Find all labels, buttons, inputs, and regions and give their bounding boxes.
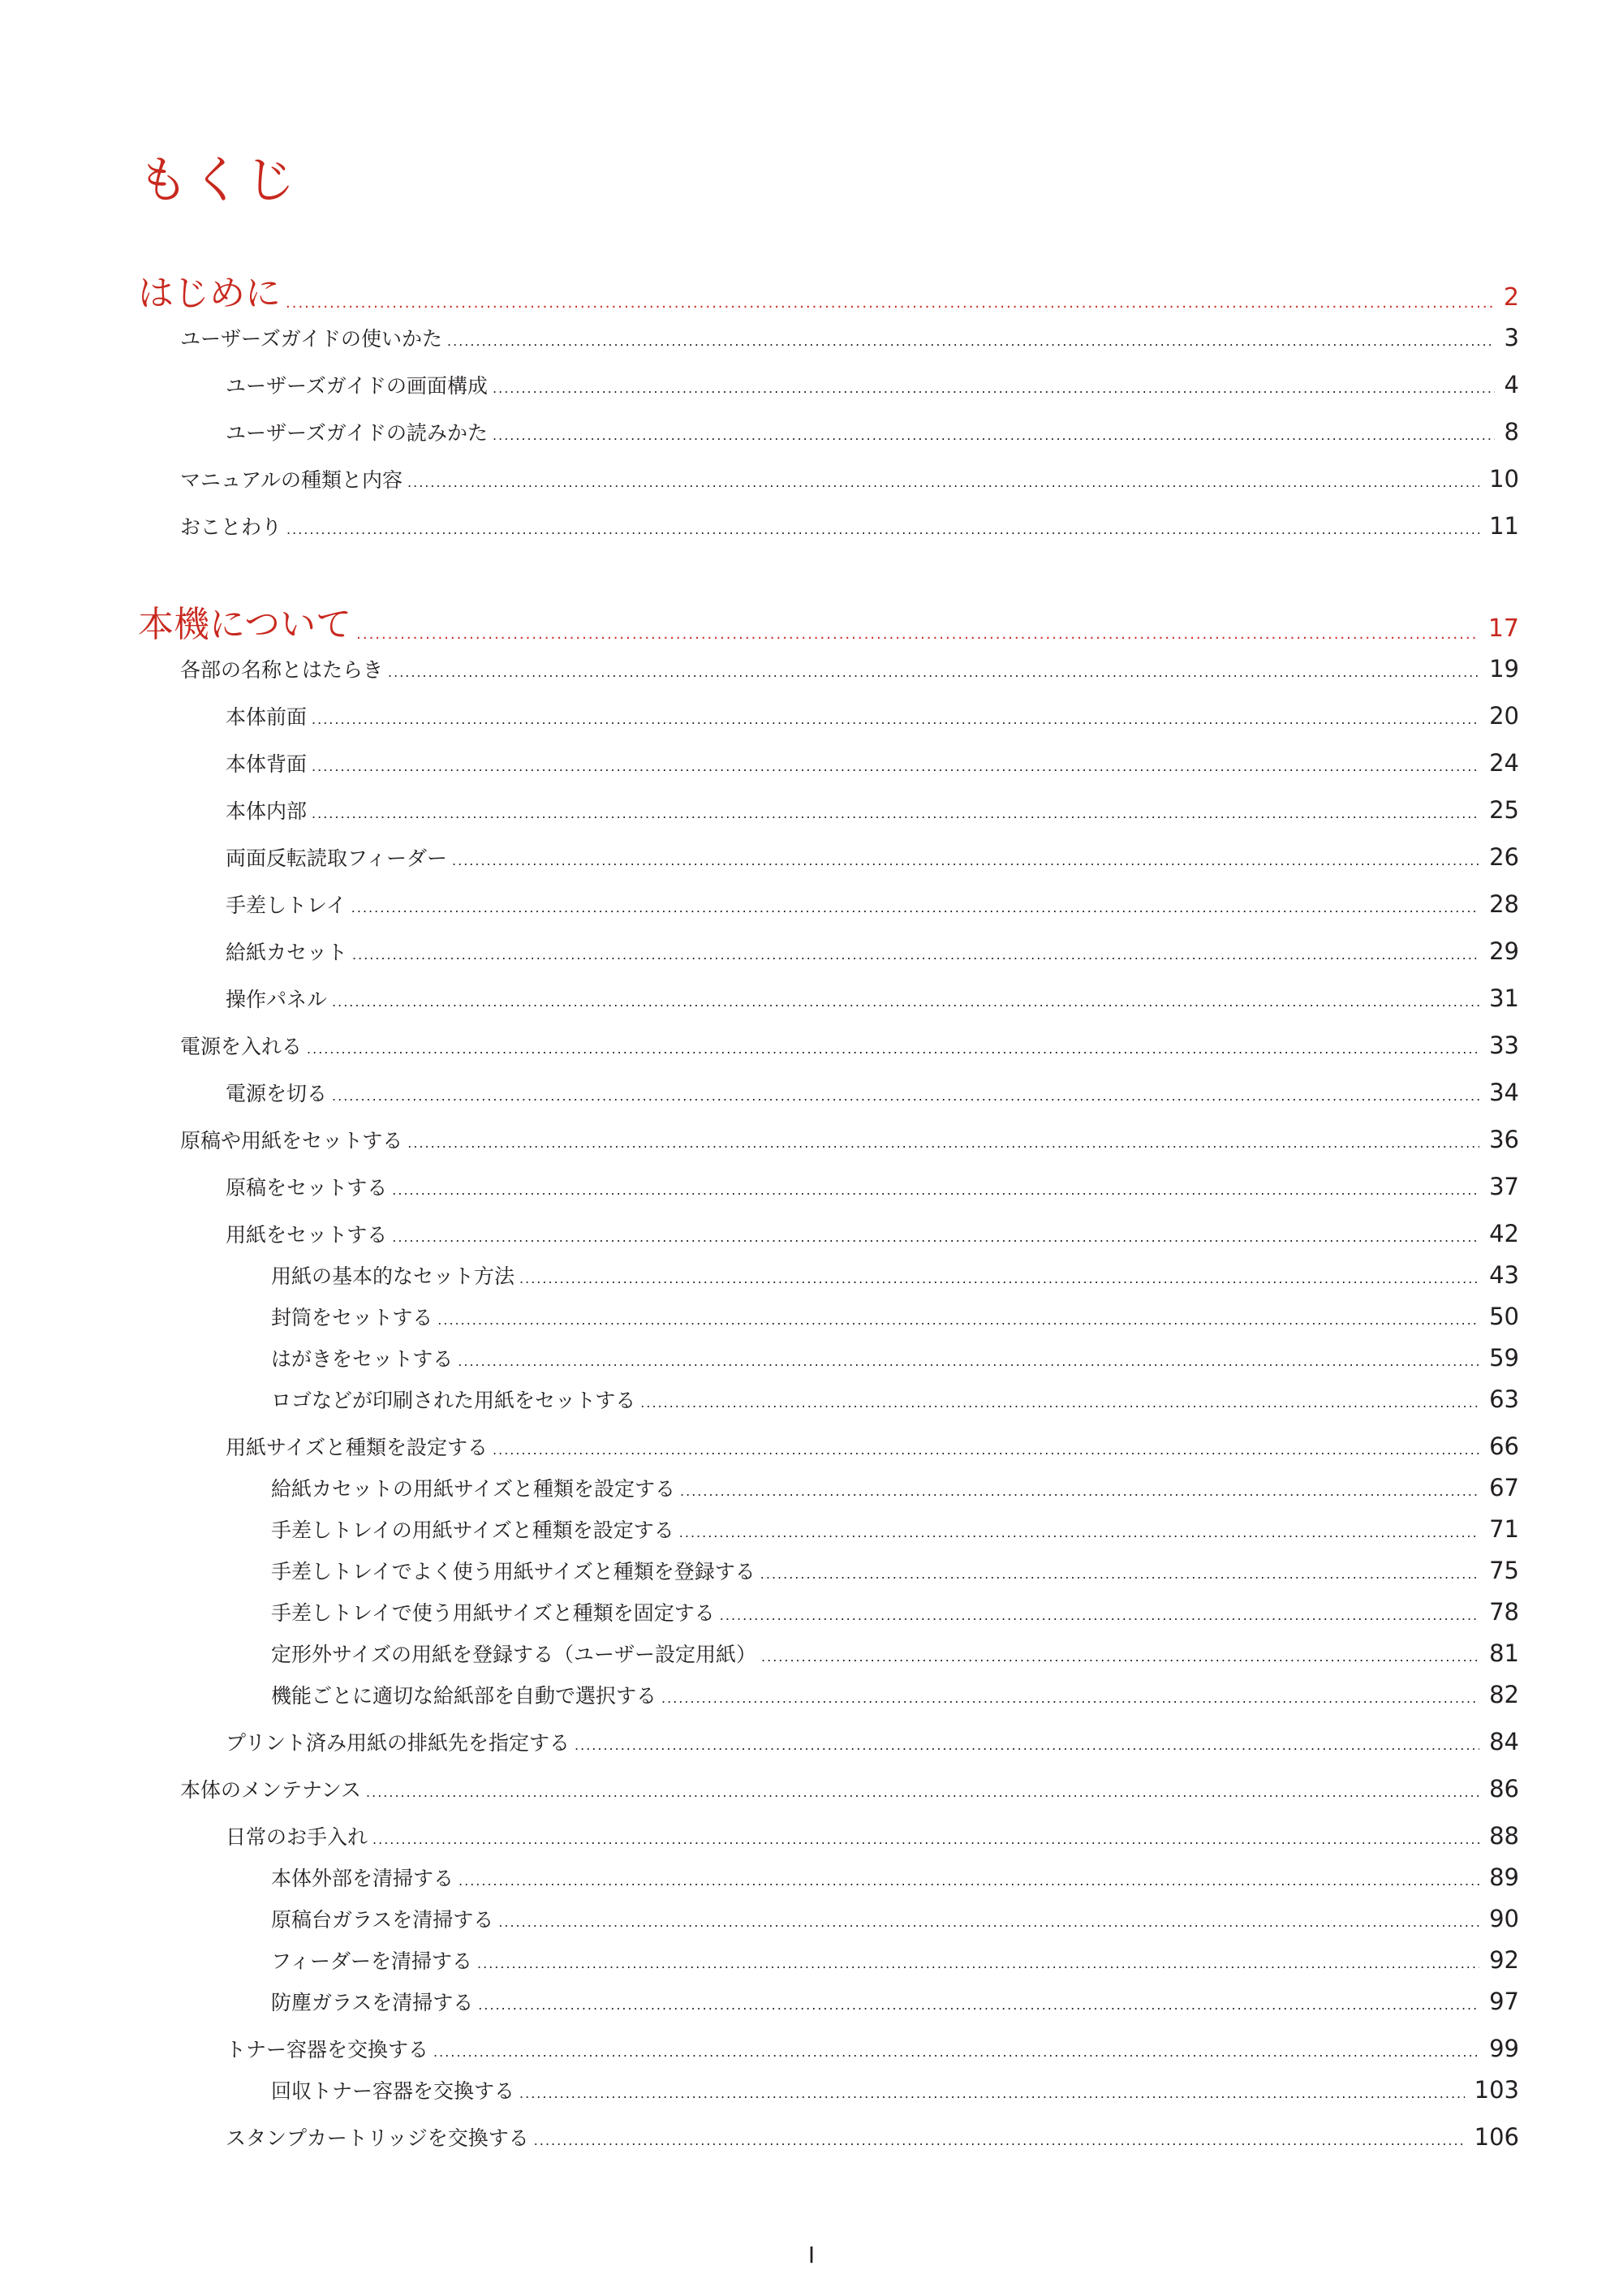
toc-entry-label: 日常のお手入れ <box>226 1825 368 1849</box>
toc-entry-page: 19 <box>1489 655 1519 683</box>
toc-entry-page: 17 <box>1487 614 1519 643</box>
toc-entry-label: 本体背面 <box>226 752 308 776</box>
toc-entry-page: 81 <box>1489 1639 1519 1667</box>
toc-chapter[interactable] <box>138 264 1519 316</box>
toc-entry[interactable] <box>226 1219 1519 1248</box>
toc-entry-page: 86 <box>1489 1775 1519 1803</box>
toc-entry-label: 電源を入れる <box>180 1035 303 1058</box>
dot-leader <box>392 1223 1479 1247</box>
toc-entry-page: 36 <box>1489 1126 1519 1153</box>
toc-entry[interactable] <box>271 1343 1519 1372</box>
dot-leader <box>392 1176 1479 1200</box>
toc-chapter[interactable] <box>138 595 1519 647</box>
toc-entry-page: 103 <box>1474 2076 1519 2104</box>
toc-entry[interactable] <box>226 417 1519 446</box>
toc-entry-page: 78 <box>1489 1598 1519 1626</box>
toc-entry-page: 71 <box>1489 1515 1519 1543</box>
toc-entry-page: 90 <box>1489 1905 1519 1932</box>
dot-leader <box>493 374 1495 398</box>
toc-entry-label: 用紙をセットする <box>226 1223 388 1247</box>
dot-leader <box>312 752 1479 776</box>
toc-entry[interactable] <box>226 937 1519 966</box>
toc-entry-label: 各部の名称とはたらき <box>180 658 384 682</box>
toc-entry-label: トナー容器を交換する <box>226 2038 429 2061</box>
dot-leader <box>307 1035 1479 1058</box>
toc-entry[interactable] <box>180 323 1519 352</box>
toc-entry-label: 封筒をセットする <box>271 1306 433 1329</box>
toc-entry-label: はじめに <box>138 273 281 314</box>
toc-entry-page: 63 <box>1489 1385 1519 1413</box>
toc-entry[interactable] <box>271 1597 1519 1626</box>
toc-entry[interactable] <box>271 1302 1519 1331</box>
dot-leader <box>493 1436 1479 1459</box>
toc-entry-page: 3 <box>1504 324 1519 351</box>
dot-leader <box>332 988 1479 1011</box>
toc-entry-label: 本体のメンテナンス <box>180 1778 362 1802</box>
dot-leader <box>534 2126 1465 2150</box>
dot-leader <box>458 1867 1479 1890</box>
toc-entry-page: 106 <box>1474 2123 1519 2151</box>
toc-entry[interactable] <box>271 1473 1519 1502</box>
dot-leader <box>661 1684 1479 1708</box>
toc-entry[interactable] <box>271 2075 1519 2104</box>
toc-entry[interactable] <box>271 1556 1519 1585</box>
toc-entry[interactable] <box>180 1774 1519 1803</box>
dot-leader <box>286 515 1479 539</box>
toc-entry-label: 用紙サイズと種類を設定する <box>226 1436 489 1459</box>
toc-entry-label: 本体前面 <box>226 705 308 729</box>
toc-entry-page: 25 <box>1489 796 1519 824</box>
toc-entry[interactable] <box>271 1260 1519 1290</box>
toc-entry[interactable] <box>226 2034 1519 2063</box>
toc-entry[interactable] <box>271 1680 1519 1709</box>
dot-leader <box>679 1518 1479 1542</box>
toc-entry[interactable] <box>180 1125 1519 1154</box>
dot-leader <box>519 2079 1465 2103</box>
toc-entry-page: 43 <box>1489 1261 1519 1289</box>
toc-entry-page: 37 <box>1489 1173 1519 1200</box>
toc-entry-page: 10 <box>1489 465 1519 493</box>
toc-entry-label: フィーダーを清掃する <box>271 1949 473 1973</box>
toc-entry[interactable] <box>226 2122 1519 2152</box>
toc-entry[interactable] <box>226 1432 1519 1461</box>
toc-entry[interactable] <box>226 1727 1519 1756</box>
toc-entry[interactable] <box>226 748 1519 778</box>
toc-entry[interactable] <box>226 890 1519 919</box>
dot-leader <box>352 941 1479 964</box>
toc-entry-label: 本体外部を清掃する <box>271 1867 454 1890</box>
toc-entry-label: 両面反転読取フィーダー <box>226 846 448 870</box>
toc-entry-label: 用紙の基本的なセット方法 <box>271 1264 515 1288</box>
dot-leader <box>761 1643 1479 1666</box>
dot-leader <box>519 1264 1479 1288</box>
toc-entry[interactable] <box>271 1514 1519 1544</box>
dot-leader <box>478 1991 1479 2014</box>
toc-entry-label: 手差しトレイでよく使う用紙サイズと種類を登録する <box>271 1560 756 1583</box>
toc-entry-page: 26 <box>1489 843 1519 871</box>
toc-entry-label: 原稿をセットする <box>226 1176 388 1200</box>
toc-entry-page: 42 <box>1489 1220 1519 1247</box>
dot-leader <box>286 292 1494 308</box>
toc-entry-page: 66 <box>1489 1432 1519 1460</box>
toc-entry[interactable] <box>180 511 1519 541</box>
toc-entry-page: 24 <box>1489 749 1519 777</box>
toc-entry-page: 2 <box>1503 283 1519 312</box>
dot-leader <box>366 1778 1479 1802</box>
toc-entry-label: プリント済み用紙の排紙先を指定する <box>226 1731 570 1755</box>
dot-leader <box>640 1389 1479 1412</box>
toc-entry-label: ユーザーズガイドの読みかた <box>226 421 489 445</box>
toc-entry[interactable] <box>180 654 1519 683</box>
dot-leader <box>433 2038 1479 2061</box>
dot-leader <box>477 1949 1479 1973</box>
toc-entry-label: 手差しトレイ <box>226 894 347 917</box>
dot-leader <box>458 1347 1479 1371</box>
toc-entry-page: 28 <box>1489 890 1519 918</box>
toc-entry-page: 88 <box>1489 1822 1519 1850</box>
toc-entry-page: 92 <box>1489 1946 1519 1974</box>
toc-entry-label: 手差しトレイの用紙サイズと種類を設定する <box>271 1518 674 1542</box>
toc-entry[interactable] <box>226 842 1519 872</box>
dot-leader <box>372 1825 1479 1849</box>
toc-entry-label: ロゴなどが印刷された用紙をセットする <box>271 1389 636 1412</box>
toc-entry-page: 11 <box>1489 512 1519 540</box>
toc-entry-label: 定形外サイズの用紙を登録する（ユーザー設定用紙） <box>271 1643 757 1666</box>
toc-entry[interactable] <box>271 1639 1519 1668</box>
toc-entry-label: 原稿台ガラスを清掃する <box>271 1908 494 1932</box>
toc-entry-page: 97 <box>1489 1988 1519 2015</box>
page-number: I <box>807 2242 816 2268</box>
toc-entry-label: ユーザーズガイドの画面構成 <box>226 374 489 398</box>
toc-entry-label: 機能ごとに適切な給紙部を自動で選択する <box>271 1684 657 1708</box>
toc-entry-label: 操作パネル <box>226 988 328 1011</box>
toc-entry-label: 手差しトレイで使う用紙サイズと種類を固定する <box>271 1601 715 1625</box>
toc-entry-label: 原稿や用紙をセットする <box>180 1129 403 1152</box>
dot-leader <box>575 1731 1479 1755</box>
toc-entry-page: 99 <box>1489 2035 1519 2062</box>
toc-entry-page: 82 <box>1489 1681 1519 1708</box>
dot-leader <box>498 1908 1479 1932</box>
toc-entry-label: おことわり <box>180 515 282 539</box>
toc-entry-label: 回収トナー容器を交換する <box>271 2079 515 2103</box>
dot-leader <box>351 894 1479 917</box>
dot-leader <box>437 1306 1479 1329</box>
toc-entry-page: 75 <box>1489 1557 1519 1584</box>
toc-entry[interactable] <box>226 1078 1519 1107</box>
toc-entry-page: 34 <box>1489 1079 1519 1106</box>
dot-leader <box>312 705 1479 729</box>
toc-entry-page: 29 <box>1489 937 1519 965</box>
toc-entry-page: 84 <box>1489 1728 1519 1755</box>
toc-entry-label: 本機について <box>138 604 352 645</box>
toc-entry[interactable] <box>226 1172 1519 1201</box>
toc-entry-label: はがきをセットする <box>271 1347 454 1371</box>
dot-leader <box>760 1560 1479 1583</box>
toc-entry-page: 89 <box>1489 1863 1519 1891</box>
dot-leader <box>452 846 1479 870</box>
toc-entry-label: ユーザーズガイドの使いかた <box>180 327 443 351</box>
toc-entry[interactable] <box>180 1031 1519 1060</box>
toc-entry[interactable] <box>271 1945 1519 1975</box>
toc-entry-label: 電源を切る <box>226 1082 328 1105</box>
toc-entry-label: スタンプカートリッジを交換する <box>226 2126 529 2150</box>
dot-leader <box>680 1477 1479 1501</box>
toc-entry-page: 20 <box>1489 702 1519 730</box>
toc-entry[interactable] <box>271 1385 1519 1414</box>
dot-leader <box>332 1082 1479 1105</box>
toc-entry[interactable] <box>180 464 1519 493</box>
toc-entry-page: 4 <box>1504 371 1519 398</box>
toc-entry-page: 31 <box>1489 984 1519 1012</box>
toc-entry-label: マニュアルの種類と内容 <box>180 468 403 492</box>
toc-entry[interactable] <box>226 370 1519 399</box>
toc-entry[interactable] <box>226 701 1519 730</box>
dot-leader <box>407 468 1479 492</box>
toc-entry[interactable] <box>271 1863 1519 1892</box>
page-title: もくじ <box>138 150 299 209</box>
toc-entry-page: 67 <box>1489 1474 1519 1501</box>
dot-leader <box>493 421 1495 445</box>
toc-entry[interactable] <box>271 1987 1519 2016</box>
toc-entry-label: 給紙カセット <box>226 941 348 964</box>
toc-entry-page: 8 <box>1504 418 1519 446</box>
toc-entry[interactable] <box>226 795 1519 825</box>
toc-entry-page: 50 <box>1489 1303 1519 1330</box>
toc-entry[interactable] <box>271 1904 1519 1933</box>
dot-leader <box>388 658 1479 682</box>
toc-entry-page: 59 <box>1489 1344 1519 1372</box>
toc-entry-label: 本体内部 <box>226 799 308 823</box>
dot-leader <box>447 327 1495 351</box>
dot-leader <box>356 623 1479 639</box>
toc-entry[interactable] <box>226 984 1519 1013</box>
dot-leader <box>407 1129 1479 1152</box>
dot-leader <box>720 1601 1479 1625</box>
toc-entry-page: 33 <box>1489 1032 1519 1059</box>
toc-entry[interactable] <box>226 1821 1519 1850</box>
toc-entry-label: 給紙カセットの用紙サイズと種類を設定する <box>271 1477 676 1501</box>
dot-leader <box>312 799 1479 823</box>
toc-entry-label: 防塵ガラスを清掃する <box>271 1991 474 2014</box>
